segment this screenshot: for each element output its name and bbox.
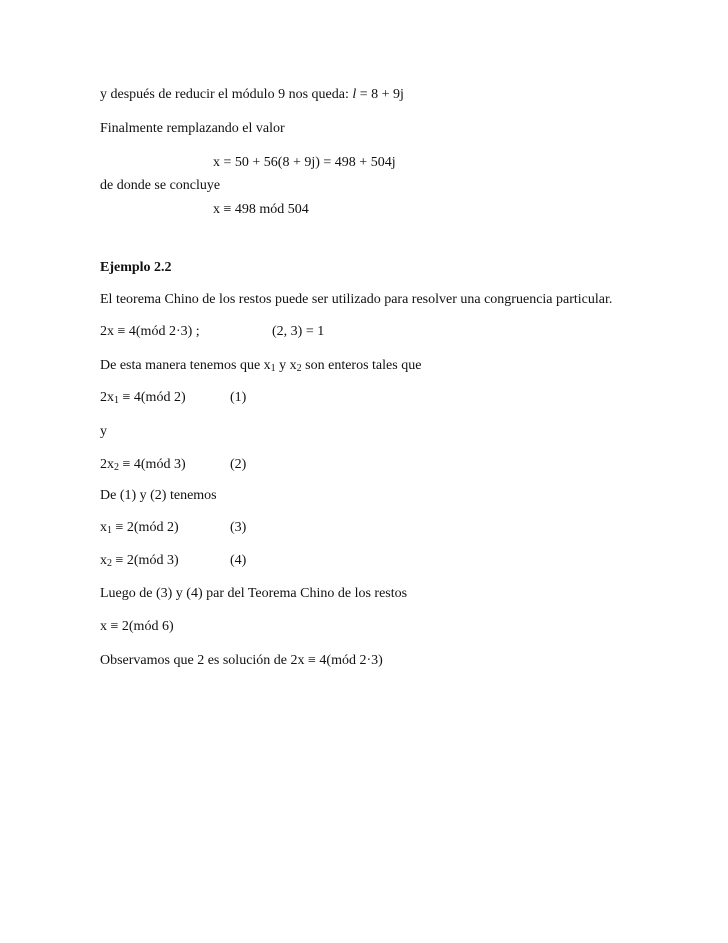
equation-number: (4)	[230, 553, 247, 568]
variable-l: l	[352, 87, 357, 102]
text-line-integers	[100, 357, 421, 375]
equation-x-substitution: x = 50 + 56(8 + 9j) = 498 + 504j	[213, 155, 396, 170]
text-segment: 2x	[100, 390, 114, 405]
equation-x-mod-6: x ≡ 2(mód 6)	[100, 619, 174, 634]
text-line-y: y	[100, 424, 107, 439]
text-segment: son enteros tales que	[301, 358, 422, 373]
equation-2	[100, 456, 400, 474]
text-line-theorem: El teorema Chino de los restos puede ser utilizado para resolver una congruencia particular.	[100, 292, 613, 307]
section-heading: Ejemplo 2.2	[100, 260, 172, 275]
gcd-expression: (2, 3) = 1	[272, 324, 325, 339]
equation-1	[100, 389, 400, 407]
equation-congruence-main	[100, 323, 500, 341]
text-segment: y después de reducir el módulo 9 nos queda:	[100, 87, 353, 102]
equation-number: (1)	[230, 390, 247, 405]
text-segment: De esta manera tenemos que x	[100, 358, 271, 373]
text-segment: ≡ 2(mód 2)	[112, 520, 179, 535]
text-line-conclude: de donde se concluye	[100, 178, 221, 193]
text-segment: x	[100, 553, 107, 568]
equation-number: (2)	[230, 457, 247, 472]
equation-4	[100, 552, 400, 570]
text-line-from: De (1) y (2) tenemos	[100, 488, 217, 503]
text-segment: ≡ 2(mód 3)	[112, 553, 179, 568]
text-segment: ≡ 4(mód 3)	[119, 457, 186, 472]
subscript: 1	[270, 363, 276, 374]
subscript: 2	[114, 462, 119, 473]
text-line-replace: Finalmente remplazando el valor	[100, 121, 285, 136]
text-segment: x	[100, 520, 107, 535]
text-line-then: Luego de (3) y (4) par del Teorema Chino de los restos	[100, 586, 408, 601]
text-segment: 2x	[100, 457, 114, 472]
subscript: 2	[107, 558, 112, 569]
equation-x-result: x ≡ 498 mód 504	[213, 202, 309, 217]
equation-3	[100, 519, 400, 537]
congruence-expression: 2x ≡ 4(mód 2·3) ;	[100, 324, 200, 339]
subscript: 1	[114, 395, 119, 406]
subscript: 1	[107, 525, 112, 536]
text-line-observe: Observamos que 2 es solución de 2x ≡ 4(mód 2·3)	[100, 653, 383, 668]
text-segment: y x	[275, 358, 297, 373]
subscript: 2	[296, 363, 302, 374]
text-segment: = 8 + 9j	[356, 87, 404, 102]
text-line-reduction	[100, 86, 404, 104]
equation-number: (3)	[230, 520, 247, 535]
text-segment: ≡ 4(mód 2)	[119, 390, 186, 405]
